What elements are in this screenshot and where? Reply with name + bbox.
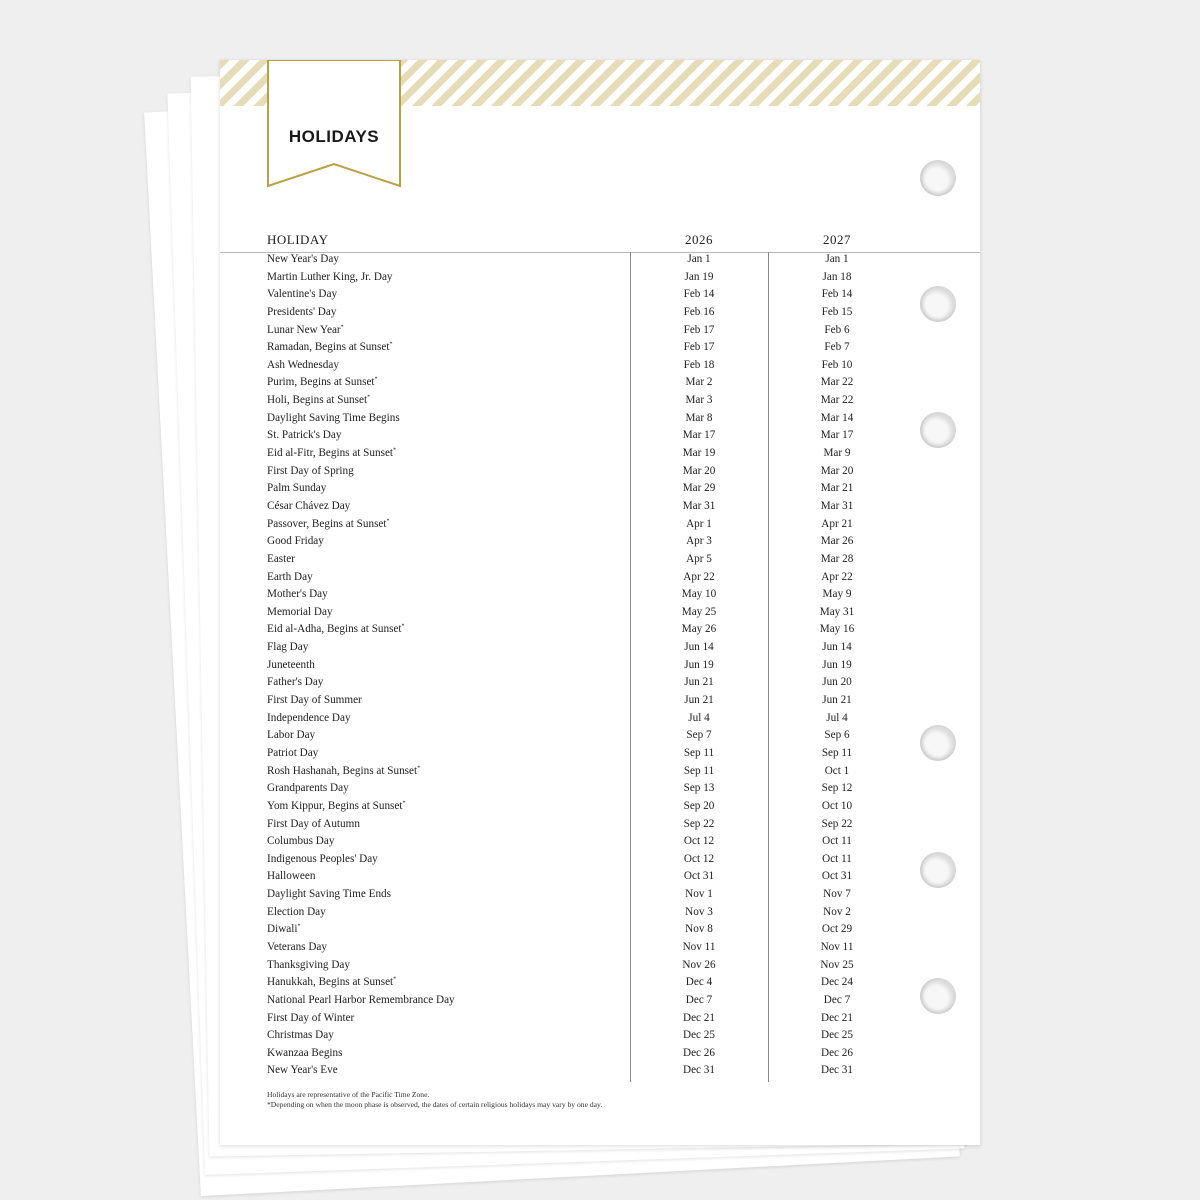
holiday-name [267, 394, 370, 406]
date-year2: Jan 18 [822, 270, 852, 283]
table-row [220, 1011, 980, 1029]
footnote-marker: * [393, 447, 397, 454]
footnote-marker: * [340, 323, 344, 330]
holiday-name [267, 253, 339, 265]
table-row [220, 270, 980, 288]
table-row [220, 587, 980, 605]
footnote-marker: * [401, 623, 405, 630]
table-row [220, 428, 980, 446]
holiday-name-text: Eid al-Adha, Begins at Sunset [267, 623, 402, 636]
holiday-name [267, 694, 362, 706]
holiday-name-text: Palm Sunday [267, 482, 327, 495]
date-year1: Jun 21 [684, 676, 714, 689]
date-year2: Jun 20 [822, 676, 852, 689]
holiday-name [267, 976, 396, 988]
table-row [220, 481, 980, 499]
holiday-name [267, 341, 392, 353]
date-year1: Sep 13 [683, 782, 715, 795]
date-year1: Feb 17 [683, 341, 715, 354]
date-year2: Sep 6 [824, 729, 850, 742]
date-year2: Jun 21 [822, 694, 852, 707]
date-year2: Feb 7 [824, 341, 850, 354]
date-year2: Oct 1 [824, 764, 850, 777]
date-year2: Mar 20 [820, 464, 854, 477]
date-year1: Mar 17 [682, 429, 716, 442]
date-year1: Nov 8 [685, 923, 713, 936]
date-year1: Dec 26 [683, 1046, 715, 1059]
date-year2: Dec 31 [821, 1064, 853, 1077]
holiday-name [267, 835, 334, 847]
holiday-name-text: Martin Luther King, Jr. Day [267, 270, 393, 283]
holiday-name [267, 747, 318, 759]
date-year1: Jan 19 [684, 270, 714, 283]
date-year1: Apr 5 [686, 552, 712, 565]
date-year2: Mar 28 [820, 552, 854, 565]
table-row [220, 605, 980, 623]
table-row [220, 464, 980, 482]
date-year2: Sep 11 [821, 746, 853, 759]
date-year2: Oct 10 [821, 799, 853, 812]
holiday-name-text: First Day of Summer [267, 694, 362, 707]
holiday-name-text: Yom Kippur, Begins at Sunset [267, 799, 403, 812]
table-row [220, 1046, 980, 1064]
table-row [220, 1028, 980, 1046]
holiday-name [267, 906, 326, 918]
holiday-name-text: Patriot Day [267, 746, 319, 759]
holiday-name [267, 800, 405, 812]
date-year2: Oct 11 [822, 835, 852, 848]
holiday-name [267, 818, 360, 830]
holiday-name [267, 482, 326, 494]
date-year2: Nov 11 [820, 940, 854, 953]
date-year2: Sep 22 [821, 817, 853, 830]
holiday-name [267, 659, 315, 671]
holiday-name [267, 676, 323, 688]
holiday-name-text: Grandparents Day [267, 782, 349, 795]
date-year1: Sep 7 [686, 729, 712, 742]
holiday-name-text: Rosh Hashanah, Begins at Sunset [267, 764, 418, 777]
date-year2: Apr 22 [821, 570, 853, 583]
date-year1: Apr 22 [683, 570, 715, 583]
date-year1: Oct 12 [683, 852, 715, 865]
date-year2: Mar 17 [820, 429, 854, 442]
date-year1: Jun 14 [684, 641, 714, 654]
table-row [220, 834, 980, 852]
holiday-name-text: Memorial Day [267, 605, 333, 618]
date-year2: Jan 1 [825, 253, 849, 265]
date-year2: Oct 11 [822, 852, 852, 865]
date-year2: Feb 10 [821, 358, 853, 371]
holiday-name [267, 623, 405, 635]
date-year2: Nov 7 [823, 888, 851, 901]
holidays-banner [267, 60, 401, 188]
holiday-name-text: Father's Day [267, 676, 324, 689]
column-header-year1: 2026 [685, 232, 713, 247]
date-year2: Mar 22 [820, 376, 854, 389]
date-year1: Dec 31 [683, 1064, 715, 1077]
holiday-name [267, 447, 396, 459]
date-year1: May 25 [681, 605, 717, 618]
holiday-name [267, 1064, 338, 1076]
column-header-holiday: HOLIDAY [267, 232, 329, 247]
table-row [220, 446, 980, 464]
date-year1: Nov 1 [685, 888, 713, 901]
column-header-year2: 2027 [823, 232, 851, 247]
holiday-name [267, 359, 339, 371]
date-year1: Mar 29 [682, 482, 716, 495]
holiday-name [267, 606, 333, 618]
holiday-name-text: Daylight Saving Time Begins [267, 411, 400, 424]
table-row [220, 411, 980, 429]
holiday-name [267, 588, 328, 600]
date-year2: Feb 14 [821, 288, 853, 301]
holiday-name-text: First Day of Spring [267, 464, 354, 477]
date-year2: Oct 31 [821, 870, 853, 883]
date-year1: Jun 19 [684, 658, 714, 671]
holiday-name-text: Purim, Begins at Sunset [267, 376, 375, 389]
table-row [220, 358, 980, 376]
banner-ribbon-shape [267, 60, 401, 188]
date-year2: Mar 9 [823, 447, 851, 460]
holiday-name [267, 959, 350, 971]
date-year2: Feb 6 [824, 323, 850, 336]
table-row [220, 693, 980, 711]
date-year2: Mar 21 [820, 482, 854, 495]
page-title: HOLIDAYS [288, 127, 380, 146]
holiday-name-text: Easter [267, 552, 295, 565]
date-year2: May 16 [819, 623, 855, 636]
holiday-name-text: Election Day [267, 905, 326, 918]
holiday-name [267, 288, 337, 300]
date-year2: Nov 2 [823, 905, 851, 918]
date-year2: Nov 25 [820, 958, 854, 971]
date-year2: Jul 4 [826, 711, 848, 724]
date-year1: Sep 22 [683, 817, 715, 830]
holiday-name-text: Kwanzaa Begins [267, 1046, 343, 1059]
table-row [220, 746, 980, 764]
date-year1: Feb 14 [683, 288, 715, 301]
holiday-name-text: New Year's Day [267, 253, 339, 265]
footnote-marker: * [389, 341, 393, 348]
date-year2: Feb 15 [821, 305, 853, 318]
date-year2: Jun 19 [822, 658, 852, 671]
holiday-name [267, 1047, 343, 1059]
holiday-name [267, 994, 455, 1006]
footnote-marker: * [297, 923, 301, 930]
holiday-name-text: Christmas Day [267, 1029, 334, 1042]
date-year1: Jul 4 [688, 711, 710, 724]
holiday-name [267, 500, 350, 512]
holiday-name-text: First Day of Autumn [267, 817, 360, 830]
date-year1: Sep 20 [683, 799, 715, 812]
footnote-marker: * [402, 800, 406, 807]
date-year2: Sep 12 [821, 782, 853, 795]
holiday-name [267, 571, 313, 583]
date-year1: Nov 3 [685, 905, 713, 918]
table-row [220, 552, 980, 570]
holiday-name-text: Holi, Begins at Sunset [267, 394, 368, 407]
table-row [220, 905, 980, 923]
date-year2: Dec 26 [821, 1046, 853, 1059]
date-year2: Jun 14 [822, 641, 852, 654]
table-row [220, 517, 980, 535]
date-year1: Oct 31 [683, 870, 715, 883]
date-year1: Dec 7 [685, 993, 713, 1006]
holiday-name-text: Indigenous Peoples' Day [267, 852, 378, 865]
holiday-name [267, 923, 300, 935]
date-year1: Mar 3 [685, 394, 713, 407]
date-year2: Dec 7 [823, 993, 851, 1006]
holiday-name [267, 553, 295, 565]
date-year1: Nov 26 [682, 958, 716, 971]
table-row [220, 640, 980, 658]
table-row [220, 675, 980, 693]
date-year1: Dec 25 [683, 1029, 715, 1042]
holiday-name-text: First Day of Winter [267, 1011, 355, 1024]
holiday-name-text: César Chávez Day [267, 499, 351, 512]
footnotes [267, 1090, 602, 1110]
date-year1: Jun 21 [684, 694, 714, 707]
holiday-name [267, 271, 393, 283]
holiday-name [267, 729, 315, 741]
table-row [220, 869, 980, 887]
holiday-name-text: Halloween [267, 870, 316, 883]
holiday-name [267, 870, 315, 882]
holiday-name [267, 712, 351, 724]
holiday-name [267, 535, 324, 547]
holiday-name-text: Diwali [267, 923, 298, 936]
table-header [220, 230, 980, 253]
table-row [220, 1063, 980, 1081]
date-year1: Oct 12 [683, 835, 715, 848]
holiday-name-text: Daylight Saving Time Ends [267, 888, 392, 901]
holiday-name-text: Flag Day [267, 641, 309, 654]
holiday-name [267, 376, 378, 388]
date-year1: Feb 18 [683, 358, 715, 371]
date-year1: Jan 1 [687, 253, 711, 265]
date-year1: Apr 1 [686, 517, 712, 530]
table-row [220, 764, 980, 782]
holiday-name [267, 1012, 354, 1024]
date-year1: May 26 [681, 623, 717, 636]
date-year1: Mar 2 [685, 376, 713, 389]
holiday-name-text: Columbus Day [267, 835, 335, 848]
holiday-name [267, 429, 341, 441]
date-year2: Dec 21 [821, 1011, 853, 1024]
date-year1: Dec 21 [683, 1011, 715, 1024]
date-year2: Dec 25 [821, 1029, 853, 1042]
date-year1: Dec 4 [685, 976, 713, 989]
table-row [220, 887, 980, 905]
holiday-name [267, 412, 400, 424]
footnote-marker: * [393, 976, 397, 983]
date-year2: Mar 26 [820, 535, 854, 548]
holiday-name [267, 782, 349, 794]
holiday-name-text: Earth Day [267, 570, 313, 583]
holiday-name [267, 1029, 334, 1041]
holiday-name-text: Good Friday [267, 535, 324, 548]
date-year2: Apr 21 [821, 517, 853, 530]
holiday-name-text: Ramadan, Begins at Sunset [267, 341, 390, 354]
holiday-name [267, 641, 308, 653]
footnote-marker: * [374, 376, 378, 383]
date-year1: Nov 11 [682, 940, 716, 953]
holiday-name [267, 324, 344, 336]
table-row [220, 375, 980, 393]
holiday-name-text: Independence Day [267, 711, 351, 724]
table-row [220, 817, 980, 835]
date-year1: Mar 19 [682, 447, 716, 460]
binder-hole-icon [920, 160, 956, 196]
footnote-line: *Depending on when the moon phase is observed, the dates of certain religious holidays may vary by one day. [267, 1100, 603, 1109]
date-year1: Mar 8 [685, 411, 713, 424]
holiday-name-text: Veterans Day [267, 940, 327, 953]
footnote-marker: * [417, 764, 421, 771]
holiday-name [267, 465, 354, 477]
holiday-name-text: Mother's Day [267, 588, 328, 601]
date-year2: Dec 24 [821, 976, 853, 989]
holiday-name-text: Ash Wednesday [267, 358, 339, 371]
date-year1: Mar 20 [682, 464, 716, 477]
date-year2: Mar 31 [820, 499, 854, 512]
holiday-name-text: St. Patrick's Day [267, 429, 342, 442]
table-row [220, 658, 980, 676]
holiday-name [267, 888, 391, 900]
footnote-marker: * [367, 394, 371, 401]
holiday-name-text: Passover, Begins at Sunset [267, 517, 387, 530]
holiday-table-body [220, 252, 980, 1081]
table-row [220, 940, 980, 958]
table-row [220, 852, 980, 870]
table-row [220, 728, 980, 746]
holiday-name-text: Juneteenth [267, 658, 315, 671]
date-year1: May 10 [681, 588, 717, 601]
holiday-name-text: Valentine's Day [267, 288, 338, 301]
table-row [220, 975, 980, 993]
table-row [220, 499, 980, 517]
holiday-name-text: Presidents' Day [267, 305, 337, 318]
table-row [220, 993, 980, 1011]
table-row [220, 711, 980, 729]
holiday-name [267, 306, 336, 318]
table-row [220, 252, 980, 270]
table-row [220, 799, 980, 817]
table-row [220, 534, 980, 552]
date-year2: May 9 [822, 588, 852, 601]
table-row [220, 781, 980, 799]
table-row [220, 287, 980, 305]
holiday-name-text: New Year's Eve [267, 1064, 338, 1077]
holiday-name [267, 765, 420, 777]
holiday-name [267, 518, 390, 530]
holiday-name-text: Labor Day [267, 729, 316, 742]
date-year1: Feb 16 [683, 305, 715, 318]
table-row [220, 958, 980, 976]
planner-page [220, 60, 980, 1145]
holiday-name-text: National Pearl Harbor Remembrance Day [267, 993, 455, 1006]
date-year1: Apr 3 [686, 535, 712, 548]
holiday-name-text: Eid al-Fitr, Begins at Sunset [267, 447, 394, 460]
holiday-name [267, 941, 327, 953]
table-row [220, 340, 980, 358]
date-year2: Mar 14 [820, 411, 854, 424]
date-year1: Feb 17 [683, 323, 715, 336]
date-year2: Mar 22 [820, 394, 854, 407]
date-year1: Sep 11 [683, 764, 715, 777]
footnote-line: Holidays are representative of the Pacific Time Zone. [267, 1090, 430, 1099]
footnote-marker: * [386, 517, 390, 524]
holiday-name-text: Lunar New Year [267, 323, 341, 336]
date-year2: Oct 29 [821, 923, 853, 936]
table-row [220, 393, 980, 411]
table-row [220, 323, 980, 341]
holiday-name-text: Hanukkah, Begins at Sunset [267, 976, 394, 989]
table-row [220, 622, 980, 640]
table-row [220, 922, 980, 940]
date-year1: Mar 31 [682, 499, 716, 512]
holiday-name [267, 853, 378, 865]
date-year1: Sep 11 [683, 746, 715, 759]
holiday-name-text: Thanksgiving Day [267, 958, 350, 971]
table-row [220, 570, 980, 588]
table-row [220, 305, 980, 323]
date-year2: May 31 [819, 605, 855, 618]
